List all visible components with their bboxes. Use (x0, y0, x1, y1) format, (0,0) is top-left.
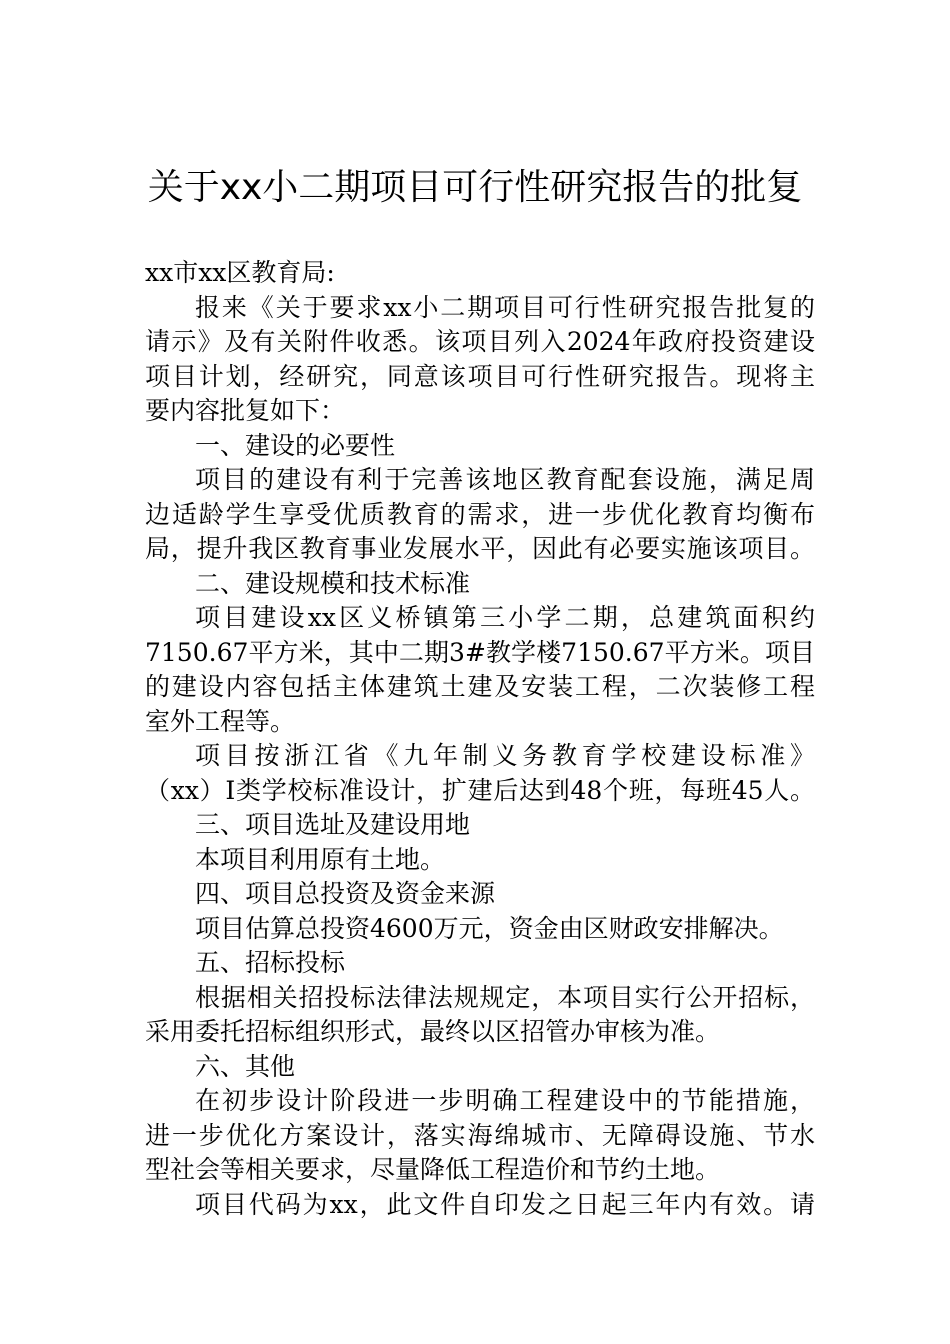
paragraph-line: 项目按浙江省《九年制义务教育学校建设标准》 (195, 741, 815, 770)
section-heading-scale: 二、建设规模和技术标准 (195, 568, 471, 598)
paragraph-line: 7150.67平方米，其中二期3#教学楼7150.67平方米。项目 (145, 637, 815, 667)
paragraph-line: 本项目利用原有土地。 (195, 844, 446, 874)
document-title: 关于xx小二期项目可行性研究报告的批复 (147, 167, 803, 208)
paragraph-line: 项目代码为xx，此文件自印发之日起三年内有效。请 (195, 1189, 815, 1219)
document-body (145, 256, 815, 1222)
section-heading-other: 六、其他 (195, 1051, 296, 1081)
paragraph-line: 采用委托招标组织形式，最终以区招管办审核为准。 (145, 1017, 721, 1046)
paragraph-line: 项目的建设有利于完善该地区教育配套设施，满足周 (195, 465, 815, 494)
paragraph-line: 局，提升我区教育事业发展水平，因此有必要实施该项目。 (145, 534, 815, 563)
section-heading-site: 三、项目选址及建设用地 (195, 810, 471, 839)
addressee-line: xx市xx区教育局: (145, 258, 335, 287)
paragraph-line: （xx）I类学校标准设计，扩建后达到48个班，每班45人。 (145, 775, 815, 805)
section-heading-bidding: 五、招标投标 (195, 948, 346, 977)
paragraph-line: 请示》及有关附件收悉。该项目列入2024年政府投资建设 (145, 327, 815, 356)
paragraph-line: 报来《关于要求xx小二期项目可行性研究报告批复的 (195, 292, 815, 322)
paragraph-line: 进一步优化方案设计，落实海绵城市、无障碍设施、节水 (145, 1120, 815, 1150)
paragraph-line: 型社会等相关要求，尽量降低工程造价和节约土地。 (145, 1155, 721, 1184)
paragraph-line: 室外工程等。 (145, 706, 296, 736)
paragraph-line: 要内容批复如下： (145, 396, 346, 425)
paragraph-line: 根据相关招投标法律法规规定，本项目实行公开招标， (195, 982, 815, 1012)
paragraph-line: 项目计划，经研究，同意该项目可行性研究报告。现将主 (145, 361, 815, 391)
paragraph-line: 的建设内容包括主体建筑土建及安装工程，二次装修工程 (145, 672, 815, 701)
section-heading-investment: 四、项目总投资及资金来源 (195, 879, 496, 908)
paragraph-line: 项目建设xx区义桥镇第三小学二期，总建筑面积约 (195, 603, 815, 632)
paragraph-line: 在初步设计阶段进一步明确工程建设中的节能措施， (195, 1086, 815, 1115)
paragraph-line: 边适龄学生享受优质教育的需求，进一步优化教育均衡布 (145, 499, 815, 529)
section-heading-necessity: 一、建设的必要性 (195, 430, 396, 460)
paragraph-line: 项目估算总投资4600万元，资金由区财政安排解决。 (195, 913, 784, 943)
